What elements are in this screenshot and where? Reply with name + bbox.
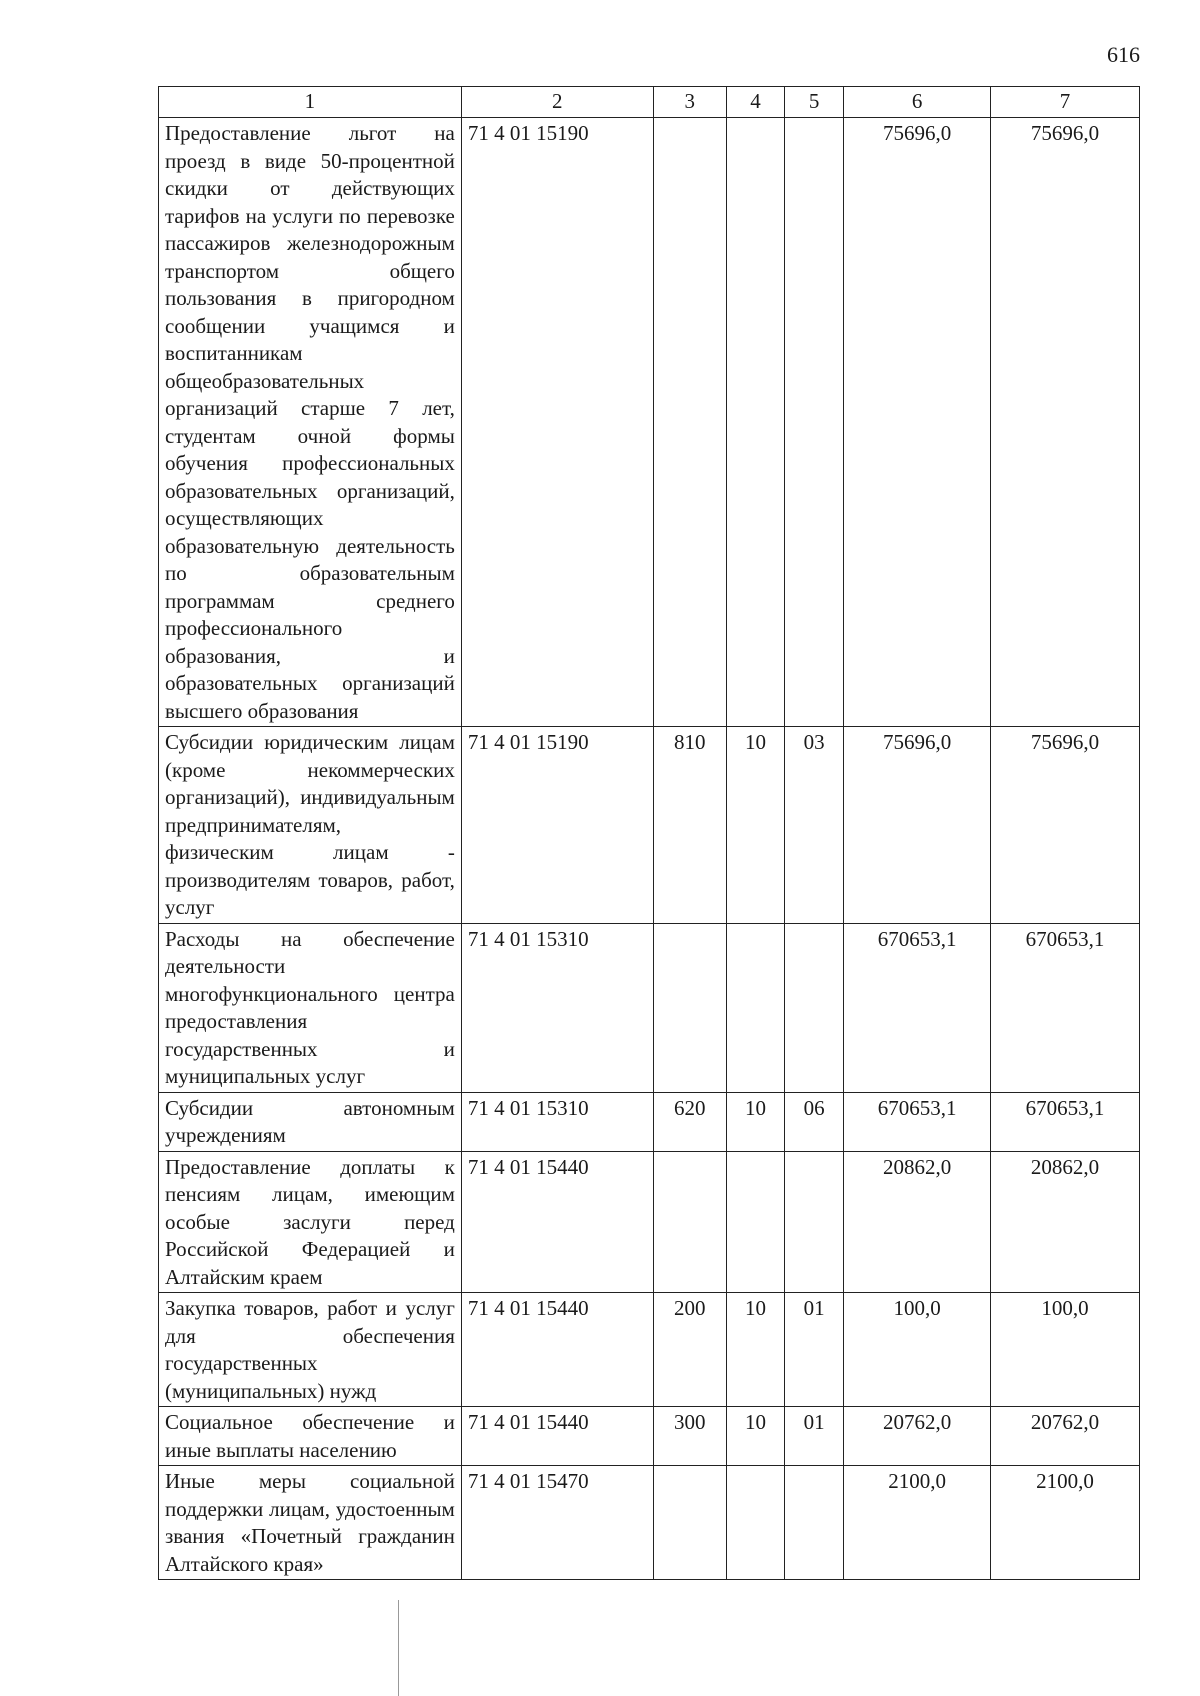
- row-col5: [785, 923, 844, 1092]
- row-col7: 670653,1: [991, 923, 1140, 1092]
- row-col7: 75696,0: [991, 118, 1140, 727]
- column-header: 1: [159, 87, 462, 118]
- row-name: Социальное обеспечение и иные выплаты населению: [159, 1407, 462, 1466]
- row-code: 71 4 01 15440: [461, 1407, 653, 1466]
- row-col6: 75696,0: [844, 727, 991, 924]
- row-col5: [785, 1466, 844, 1580]
- row-col4: 10: [726, 727, 784, 924]
- row-col7: 100,0: [991, 1293, 1140, 1407]
- row-name: Субсидии автономным учреждениям: [159, 1092, 462, 1151]
- row-name: Иные меры социальной поддержки лицам, удостоенным звания «Почетный гражданин Алтайского края»: [159, 1466, 462, 1580]
- row-code: 71 4 01 15190: [461, 118, 653, 727]
- row-col7: 2100,0: [991, 1466, 1140, 1580]
- page-number: 616: [1107, 42, 1140, 67]
- row-col6: 2100,0: [844, 1466, 991, 1580]
- row-col6: 670653,1: [844, 923, 991, 1092]
- row-code: 71 4 01 15440: [461, 1293, 653, 1407]
- row-col5: 03: [785, 727, 844, 924]
- row-name: Закупка товаров, работ и услуг для обеспечения государственных (муниципальных) нужд: [159, 1293, 462, 1407]
- row-col5: 01: [785, 1407, 844, 1466]
- row-col7: 20762,0: [991, 1407, 1140, 1466]
- row-col5: [785, 1151, 844, 1293]
- row-code: 71 4 01 15470: [461, 1466, 653, 1580]
- row-code: 71 4 01 15310: [461, 923, 653, 1092]
- budget-table: [158, 86, 1140, 1580]
- row-name: Расходы на обеспечение деятельности многофункционального центра предоставления государственных и муниципальных услуг: [159, 923, 462, 1092]
- row-col3: 300: [653, 1407, 726, 1466]
- table-row: [159, 1466, 1140, 1580]
- row-col3: 620: [653, 1092, 726, 1151]
- row-col3: [653, 1466, 726, 1580]
- table-row: [159, 923, 1140, 1092]
- row-code: 71 4 01 15440: [461, 1151, 653, 1293]
- row-col4: 10: [726, 1407, 784, 1466]
- column-header: 4: [726, 87, 784, 118]
- row-col7: 20862,0: [991, 1151, 1140, 1293]
- row-col4: 10: [726, 1293, 784, 1407]
- row-name: Предоставление доплаты к пенсиям лицам, имеющим особые заслуги перед Российской Федерацией и Алтайским краем: [159, 1151, 462, 1293]
- table-row: [159, 1151, 1140, 1293]
- row-col6: 20862,0: [844, 1151, 991, 1293]
- row-col3: [653, 1151, 726, 1293]
- row-col3: [653, 118, 726, 727]
- column-header: 6: [844, 87, 991, 118]
- row-name: Субсидии юридическим лицам (кроме некоммерческих организаций), индивидуальным предпринимателям, физическим лицам - производителям товаров, работ, услуг: [159, 727, 462, 924]
- row-col4: 10: [726, 1092, 784, 1151]
- column-header: 3: [653, 87, 726, 118]
- row-col6: 100,0: [844, 1293, 991, 1407]
- row-col6: 670653,1: [844, 1092, 991, 1151]
- row-col6: 20762,0: [844, 1407, 991, 1466]
- row-name: Предоставление льгот на проезд в виде 50-процентной скидки от действующих тарифов на услуги по перевозке пассажиров железнодорожным транспортом общего пользования в пригородном сообщении учащимся и воспитанникам общеобразовательных организаций старше 7 лет, студентам очной формы обучения профессиональных образовательных организаций, осуществляющих образовательную деятельность по образовательным программам среднего профессионального образования, и образовательных организаций высшего образования: [159, 118, 462, 727]
- row-code: 71 4 01 15190: [461, 727, 653, 924]
- column-header: 2: [461, 87, 653, 118]
- table-row: [159, 727, 1140, 924]
- header-row: [159, 87, 1140, 118]
- row-col3: 200: [653, 1293, 726, 1407]
- column-header: 5: [785, 87, 844, 118]
- row-col3: [653, 923, 726, 1092]
- row-col4: [726, 1466, 784, 1580]
- row-col3: 810: [653, 727, 726, 924]
- table-row: [159, 1407, 1140, 1466]
- column-header: 7: [991, 87, 1140, 118]
- row-col5: 06: [785, 1092, 844, 1151]
- row-col7: 75696,0: [991, 727, 1140, 924]
- row-code: 71 4 01 15310: [461, 1092, 653, 1151]
- row-col4: [726, 1151, 784, 1293]
- row-col4: [726, 923, 784, 1092]
- row-col5: 01: [785, 1293, 844, 1407]
- table-row: [159, 1293, 1140, 1407]
- scan-mark: [398, 1600, 399, 1696]
- row-col6: 75696,0: [844, 118, 991, 727]
- table-row: [159, 118, 1140, 727]
- table-row: [159, 1092, 1140, 1151]
- row-col7: 670653,1: [991, 1092, 1140, 1151]
- row-col5: [785, 118, 844, 727]
- row-col4: [726, 118, 784, 727]
